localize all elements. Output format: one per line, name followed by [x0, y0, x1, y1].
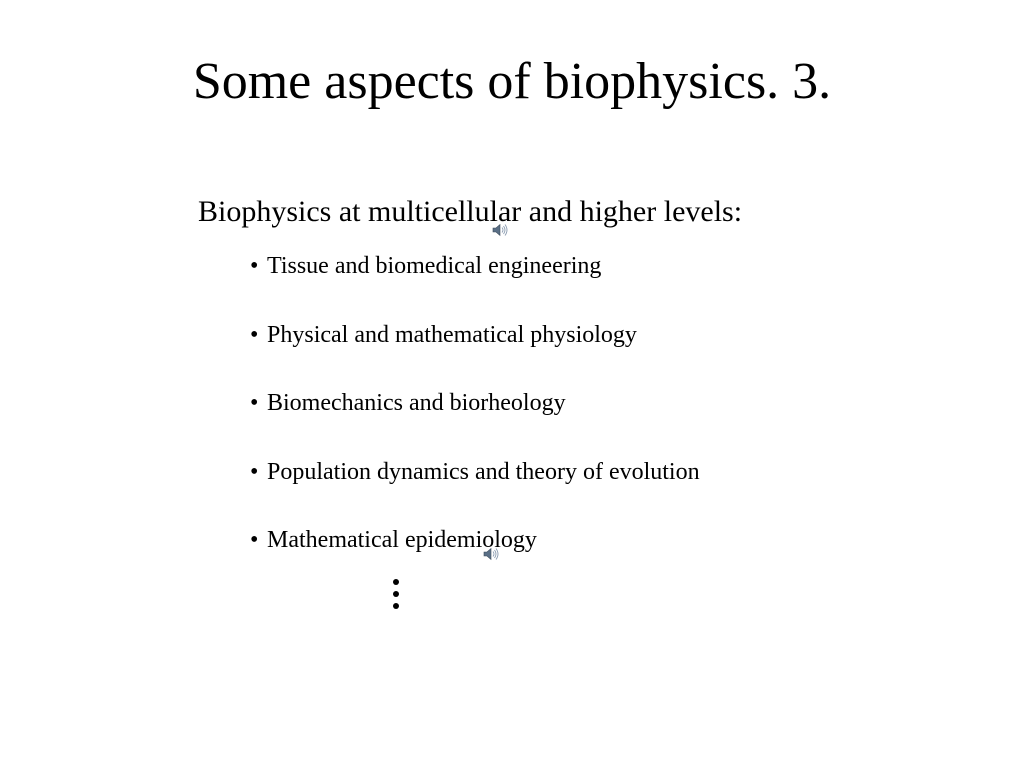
bullet-marker: •: [250, 321, 259, 348]
bullet-item: [250, 251, 700, 281]
bullet-list: [250, 251, 700, 594]
bullet-item: [250, 388, 700, 418]
bullet-text: Physical and mathematical physiology: [267, 321, 637, 348]
bullet-text: Mathematical epidemiology: [267, 527, 537, 553]
bullet-item: [250, 525, 700, 555]
slide-title: Some aspects of biophysics. 3.: [192, 53, 832, 110]
bullet-marker: •: [250, 390, 259, 416]
slide-subtitle: Biophysics at multicellular and higher levels:: [198, 195, 743, 228]
bullet-marker: •: [250, 253, 259, 279]
speaker-icon[interactable]: [482, 545, 500, 563]
bullet-item: [250, 457, 700, 487]
speaker-icon[interactable]: [491, 221, 509, 239]
vertical-ellipsis-icon: [392, 578, 400, 610]
bullet-marker: •: [250, 527, 259, 553]
bullet-text: Biomechanics and biorheology: [267, 390, 566, 416]
bullet-text: Tissue and biomedical engineering: [267, 253, 602, 279]
bullet-marker: •: [250, 458, 259, 485]
bullet-item: [250, 320, 700, 350]
bullet-text: Population dynamics and theory of evolution: [267, 458, 700, 485]
